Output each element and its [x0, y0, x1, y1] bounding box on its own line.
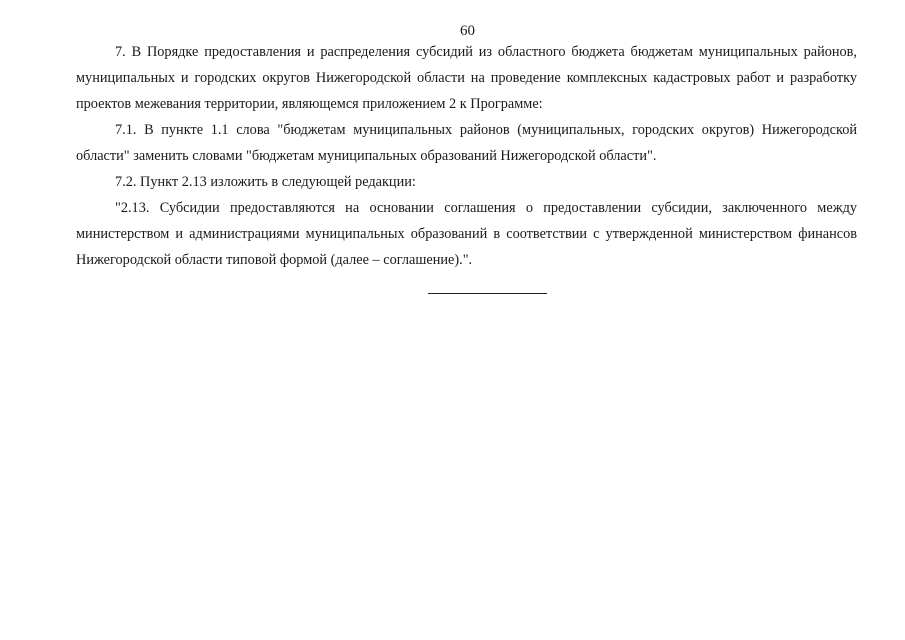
paragraph-item-7-1: 7.1. В пункте 1.1 слова "бюджетам муниципальных районов (муниципальных, городских округов) Нижегородской области" заменить словами "бюджетам муниципальных образований Нижегородской области". — [76, 122, 857, 164]
paragraph-quote-2-13: "2.13. Субсидии предоставляются на основании соглашения о предоставлении субсидии, заключенного между министерством и администрациями муниципальных образований в соответствии с утвержденной министерством финансов Нижегородской области типовой формой (далее – соглашение).". — [76, 200, 857, 268]
paragraph-item-7: 7. В Порядке предоставления и распределения субсидий из областного бюджета бюджетам муниципальных районов, муниципальных и городских округов Нижегородской области на проведение комплексных кадастровых работ и разработку проектов межевания территории, являющемся приложением 2 к Программе: — [76, 44, 857, 112]
document-body — [76, 39, 857, 273]
page-number: 60 — [460, 23, 475, 39]
end-separator-line — [428, 293, 547, 294]
paragraph-item-7-2: 7.2. Пункт 2.13 изложить в следующей редакции: — [115, 174, 416, 190]
